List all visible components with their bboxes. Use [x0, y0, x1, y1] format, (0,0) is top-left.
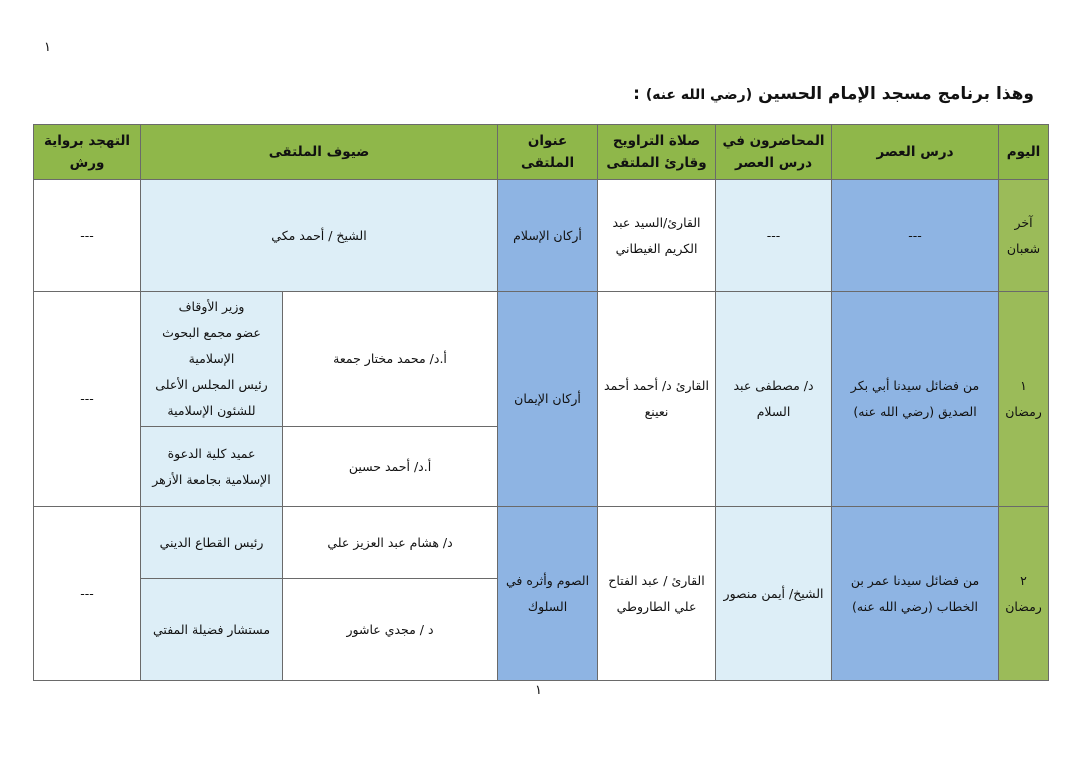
- guest-roles-cell: [141, 292, 283, 427]
- lecturers-cell: الشيخ/ أيمن منصور: [716, 507, 832, 681]
- day-cell: آخر شعبان: [999, 180, 1049, 292]
- guest-roles-cell: عميد كلية الدعوة الإسلامية بجامعة الأزهر: [141, 427, 283, 507]
- guest-name-cell: د / مجدي عاشور: [283, 579, 498, 681]
- table-row: [34, 180, 1049, 292]
- page-number-top: ١: [44, 40, 51, 55]
- taraweeh-cell: القارئ/السيد عبد الكريم الغيطاني: [598, 180, 716, 292]
- taraweeh-cell: القارئ / عبد الفتاح علي الطاروطي: [598, 507, 716, 681]
- guest-cell: الشيخ / أحمد مكي: [141, 180, 498, 292]
- asr-lesson-cell: من فضائل سيدنا عمر بن الخطاب (رضي الله عنه): [832, 507, 999, 681]
- asr-lesson-cell: من فضائل سيدنا أبي بكر الصديق (رضي الله عنه): [832, 292, 999, 507]
- col-header-asr-lesson: درس العصر: [832, 125, 999, 180]
- table-row: [34, 292, 1049, 427]
- tahajjud-cell: ---: [34, 180, 141, 292]
- asr-lesson-cell: ---: [832, 180, 999, 292]
- guest-name-cell: د/ هشام عبد العزيز علي: [283, 507, 498, 579]
- lecturers-cell: د/ مصطفى عبد السلام: [716, 292, 832, 507]
- day-cell: ٢ رمضان: [999, 507, 1049, 681]
- guest-name-cell: أ.د/ أحمد حسين: [283, 427, 498, 507]
- day-cell: ١ رمضان: [999, 292, 1049, 507]
- col-header-taraweeh: صلاة التراويح وقارئ الملتقى: [598, 125, 716, 180]
- tahajjud-cell: ---: [34, 292, 141, 507]
- heading-paren: (رضي الله عنه): [645, 87, 753, 103]
- col-header-title: عنوان الملتقى: [498, 125, 598, 180]
- title-cell: أركان الإسلام: [498, 180, 598, 292]
- guest-role-cell: رئيس القطاع الديني: [141, 507, 283, 579]
- table-row: [34, 507, 1049, 579]
- col-header-tahajjud: التهجد برواية ورش: [34, 125, 141, 180]
- heading-main: وهذا برنامج مسجد الإمام الحسين: [758, 84, 1034, 104]
- heading-suffix: :: [633, 84, 640, 104]
- title-cell: أركان الإيمان: [498, 292, 598, 507]
- taraweeh-cell: القارئ د/ أحمد أحمد نعينع: [598, 292, 716, 507]
- lecturers-cell: ---: [716, 180, 832, 292]
- page-heading: [633, 84, 1034, 104]
- col-header-lecturers: المحاضرون في درس العصر: [716, 125, 832, 180]
- guest-name-cell: أ.د/ محمد مختار جمعة: [283, 292, 498, 427]
- col-header-guests: ضيوف الملتقى: [141, 125, 498, 180]
- guest-role: رئيس المجلس الأعلى للشئون الإسلامية: [155, 377, 268, 418]
- guest-role: وزير الأوقاف: [178, 299, 245, 314]
- tahajjud-cell: ---: [34, 507, 141, 681]
- page-number-bottom: ١: [535, 683, 542, 698]
- schedule-table: [33, 124, 1049, 681]
- guest-role-cell: مستشار فضيلة المفتي: [141, 579, 283, 681]
- col-header-day: اليوم: [999, 125, 1049, 180]
- title-cell: الصوم وأثره في السلوك: [498, 507, 598, 681]
- guest-role: عضو مجمع البحوث الإسلامية: [162, 325, 261, 366]
- header-row: [34, 125, 1049, 180]
